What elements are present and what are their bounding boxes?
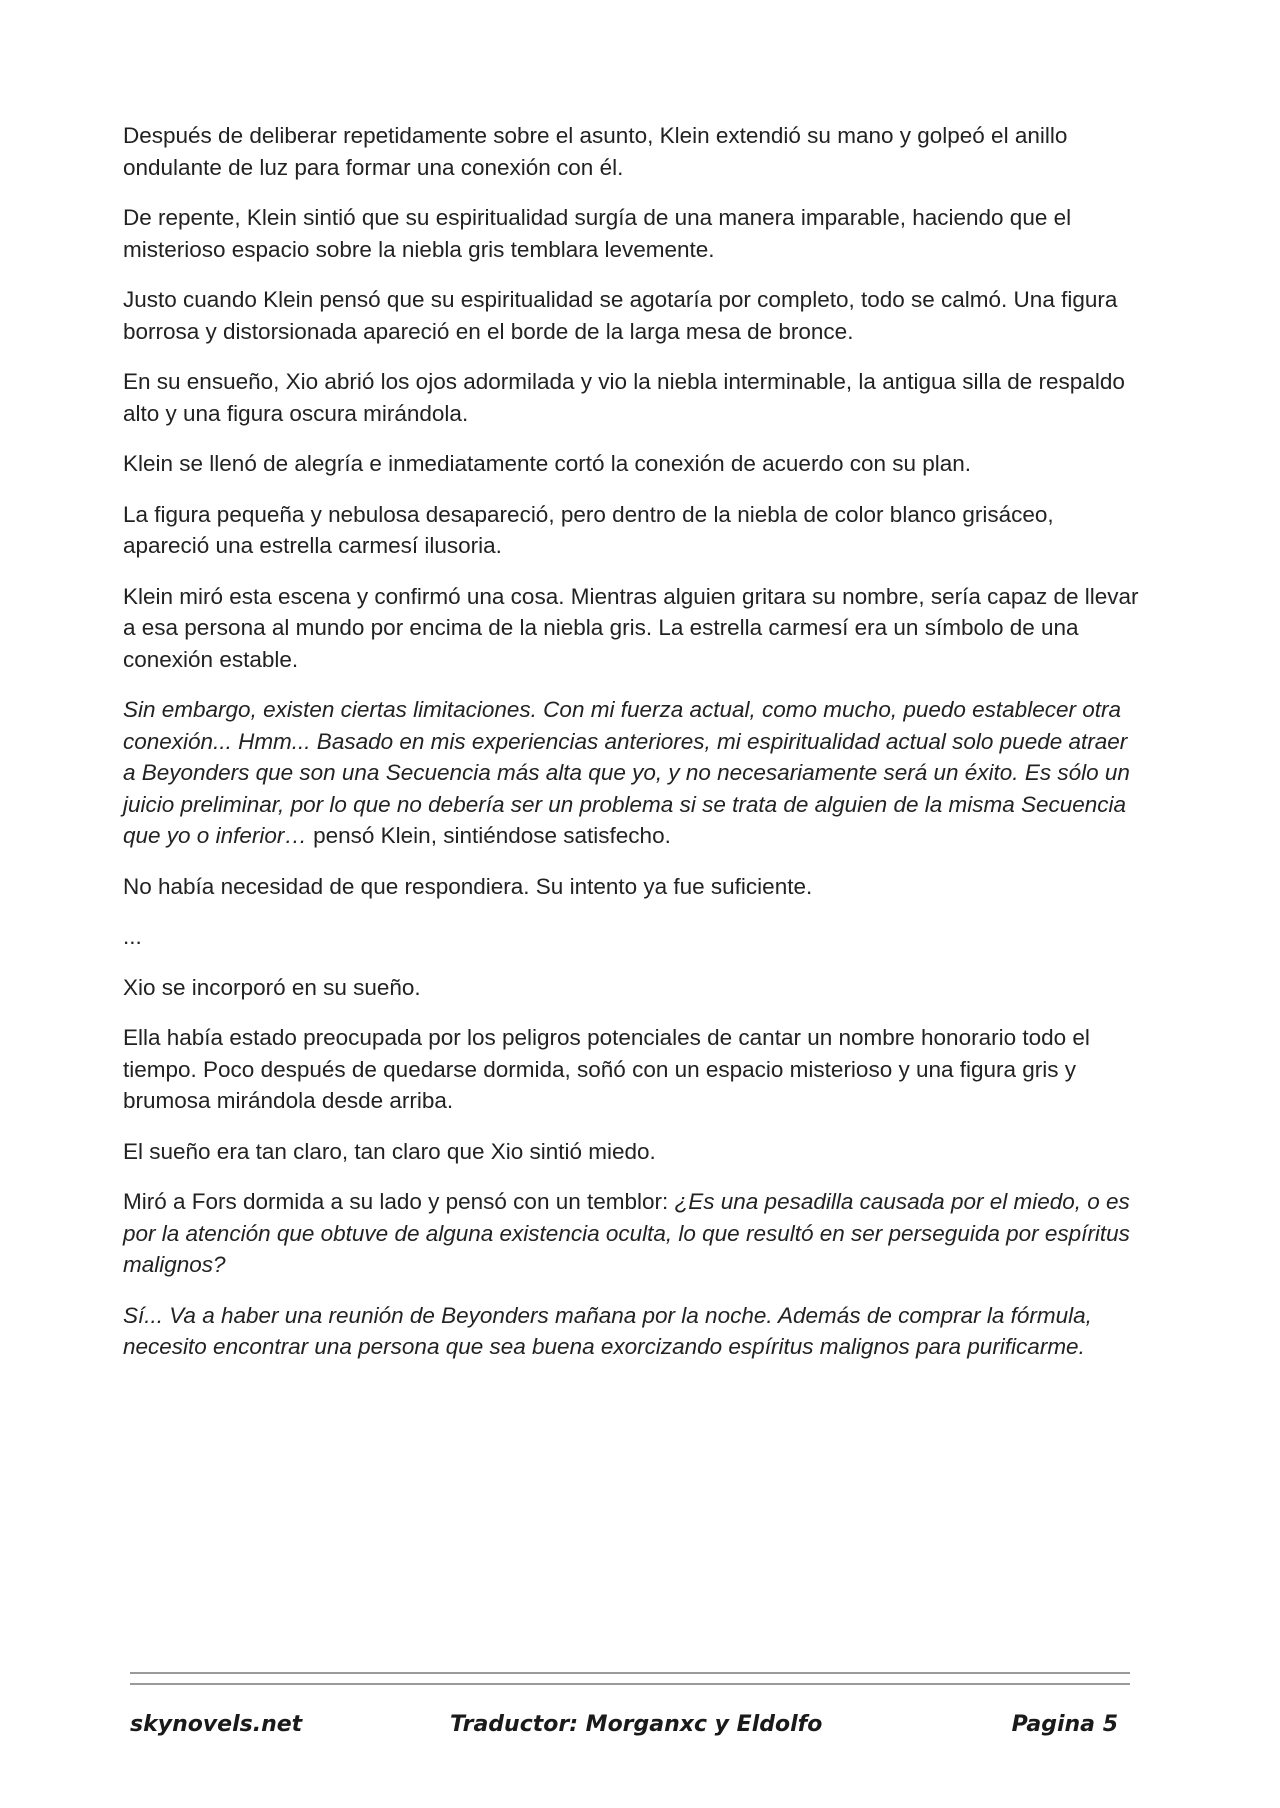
text-run: De repente, Klein sintió que su espiritualidad surgía de una manera imparable, haciendo que el misterioso espacio sobre la niebla gris temblara levemente. bbox=[123, 205, 1072, 262]
text-run: En su ensueño, Xio abrió los ojos adormilada y vio la niebla interminable, la antigua silla de respaldo alto y una figura oscura mirándola. bbox=[123, 369, 1125, 426]
text-run: Xio se incorporó en su sueño. bbox=[123, 974, 421, 1000]
paragraph bbox=[123, 972, 1143, 1004]
paragraph bbox=[123, 284, 1143, 347]
paragraph bbox=[123, 871, 1143, 903]
italic-text-run: Sin embargo, existen ciertas limitaciones. Con mi fuerza actual, como mucho, puedo establecer otra conexión... Hmm... Basado en mis experiencias anteriores, mi espiritualidad actual solo puede atraer a Beyonders que son una Secuencia más alta que yo, y no necesariamente será un éxito. Es sólo un juicio preliminar, por lo que no debería ser un problema si se trata de alguien de la misma Secuencia que yo o inferior… bbox=[123, 697, 1130, 848]
footer-translator: Traductor: Morganxc y Eldolfo bbox=[450, 1712, 823, 1737]
paragraph bbox=[123, 694, 1143, 852]
footer-divider-bottom bbox=[130, 1683, 1130, 1685]
text-run: ... bbox=[123, 924, 142, 949]
paragraph bbox=[123, 366, 1143, 429]
paragraph bbox=[123, 499, 1143, 562]
text-run: Klein se llenó de alegría e inmediatamente cortó la conexión de acuerdo con su plan. bbox=[123, 451, 972, 476]
paragraph bbox=[123, 921, 1143, 953]
paragraph bbox=[123, 202, 1143, 265]
text-run: El sueño era tan claro, tan claro que Xio sintió miedo. bbox=[123, 1138, 656, 1164]
text-run: Klein miró esta escena y confirmó una cosa. Mientras alguien gritara su nombre, sería capaz de llevar a esa persona al mundo por encima de la niebla gris. La estrella carmesí era un símbolo de una conexión estable. bbox=[123, 583, 1139, 672]
paragraph bbox=[123, 1186, 1143, 1281]
body-text bbox=[123, 120, 1143, 1382]
text-run: Justo cuando Klein pensó que su espiritualidad se agotaría por completo, todo se calmó. Una figura borrosa y distorsionada apareció en el borde de la larga mesa de bronce. bbox=[123, 287, 1118, 344]
footer-page-number: Pagina 5 bbox=[1011, 1712, 1118, 1737]
italic-text-run: ¿Es una pesadilla causada por el miedo, o es por la atención que obtuve de alguna existencia oculta, lo que resultó en ser perseguida por espíritus malignos? bbox=[123, 1189, 1130, 1277]
paragraph bbox=[123, 448, 1143, 480]
text-run: No había necesidad de que respondiera. Su intento ya fue suficiente. bbox=[123, 873, 813, 899]
text-run: pensó Klein, sintiéndose satisfecho. bbox=[306, 823, 671, 848]
text-run: Después de deliberar repetidamente sobre el asunto, Klein extendió su mano y golpeó el anillo ondulante de luz para formar una conexión con él. bbox=[123, 123, 1068, 180]
page-footer bbox=[130, 1712, 1130, 1746]
text-run: La figura pequeña y nebulosa desapareció, pero dentro de la niebla de color blanco grisáceo, apareció una estrella carmesí ilusoria. bbox=[123, 501, 1054, 558]
paragraph bbox=[123, 581, 1143, 676]
paragraph bbox=[123, 1136, 1143, 1168]
italic-text-run: Sí... Va a haber una reunión de Beyonders mañana por la noche. Además de comprar la fórmula, necesito encontrar una persona que sea buena exorcizando espíritus malignos para purificarme. bbox=[123, 1302, 1092, 1359]
paragraph bbox=[123, 1300, 1143, 1363]
text-run: Ella había estado preocupada por los peligros potenciales de cantar un nombre honorario todo el tiempo. Poco después de quedarse dormida, soñó con un espacio misterioso y una figura gris y brumosa mirándola desde arriba. bbox=[123, 1025, 1090, 1113]
footer-divider-top bbox=[130, 1672, 1130, 1674]
footer-site: skynovels.net bbox=[130, 1712, 303, 1737]
text-run: Miró a Fors dormida a su lado y pensó con un temblor: bbox=[123, 1189, 675, 1214]
paragraph bbox=[123, 1022, 1143, 1117]
paragraph bbox=[123, 120, 1143, 183]
